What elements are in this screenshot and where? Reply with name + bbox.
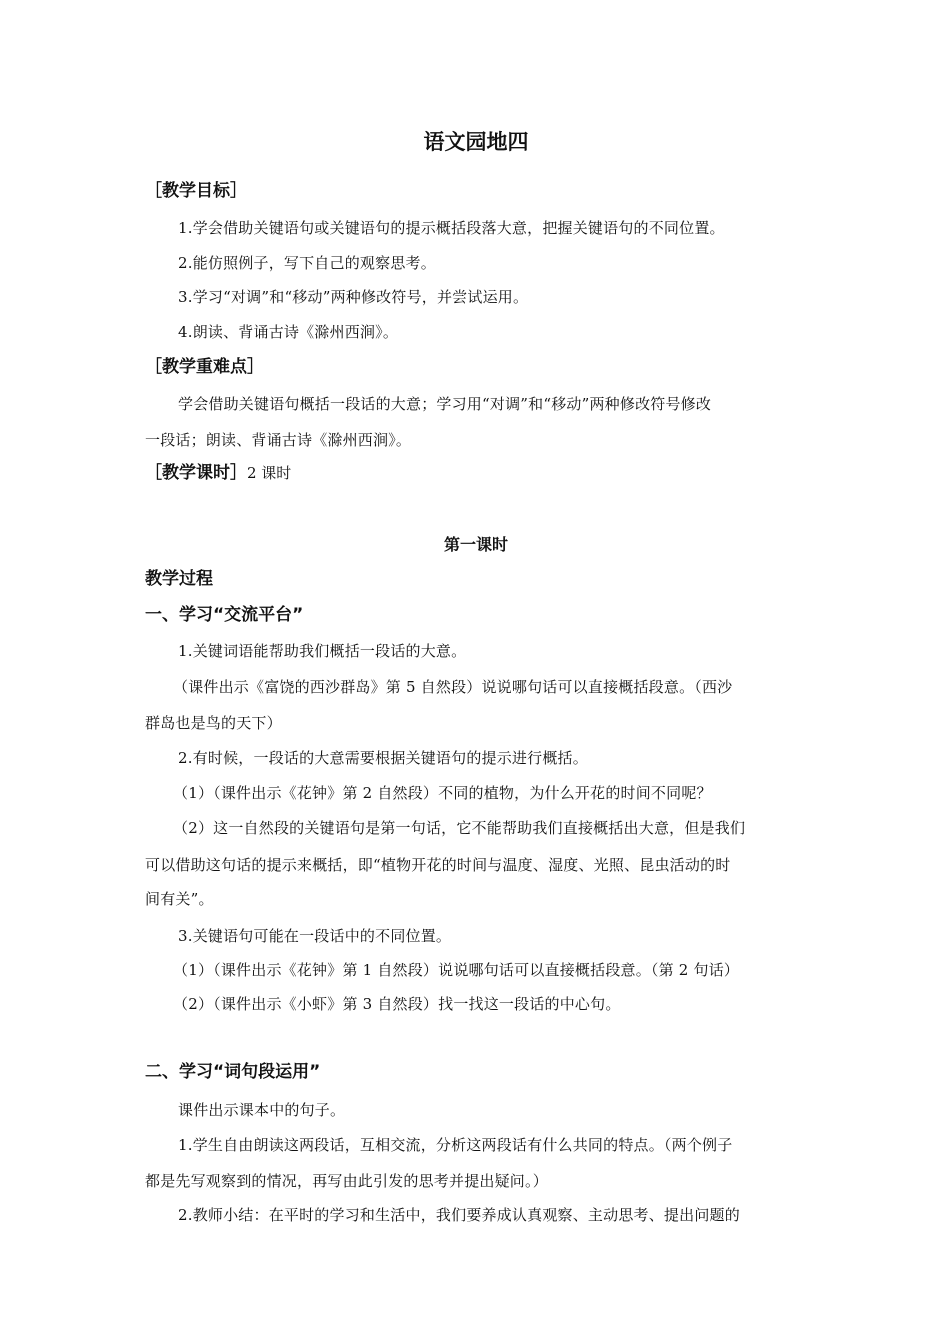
class-hours-heading (145, 461, 291, 485)
section2-line: 都是先写观察到的情况，再写由此引发的思考并提出疑问。） (145, 1172, 548, 1190)
section1-line: （2）（课件出示《小虾》第 3 自然段）找一找这一段话的中心句。 (173, 995, 621, 1013)
class-hours-value: 2 课时 (247, 464, 292, 482)
section1-line: 2.有时候，一段话的大意需要根据关键语句的提示进行概括。 (178, 749, 588, 767)
section1-line: （1）（课件出示《花钟》第 2 自然段）不同的植物，为什么开花的时间不同呢？ (173, 784, 712, 802)
objectives-heading: ［教学目标］ (145, 181, 247, 201)
section1-line: （课件出示《富饶的西沙群岛》第 5 自然段）说说哪句话可以直接概括段意。（西沙 (173, 678, 733, 696)
section1-line: （2）这一自然段的关键语句是第一句话，它不能帮助我们直接概括出大意，但是我们 (173, 819, 746, 837)
section2-heading: 二、学习“词句段运用” (145, 1062, 321, 1082)
class-hours-label: ［教学课时］ (145, 463, 247, 483)
objective-item: 2.能仿照例子，写下自己的观察思考。 (178, 254, 436, 272)
document-title: 语文园地四 (423, 130, 529, 154)
section1-line: 群岛也是鸟的天下） (145, 714, 282, 732)
section1-line: （1）（课件出示《花钟》第 1 自然段）说说哪句话可以直接概括段意。（第 2 句话） (173, 961, 740, 979)
section1-line: 1.关键词语能帮助我们概括一段话的大意。 (178, 642, 467, 660)
objective-item: 3.学习“对调”和“移动”两种修改符号，并尝试运用。 (178, 288, 529, 306)
process-heading: 教学过程 (145, 569, 213, 589)
objective-item: 4.朗读、背诵古诗《滁州西涧》。 (178, 323, 399, 341)
section1-line: 3.关键语句可能在一段话中的不同位置。 (178, 927, 452, 945)
key-points-line: 学会借助关键语句概括一段话的大意；学习用“对调”和“移动”两种修改符号修改 (178, 395, 712, 413)
key-points-line: 一段话；朗读、背诵古诗《滁州西涧》。 (145, 431, 412, 449)
section2-line: 1.学生自由朗读这两段话，互相交流，分析这两段话有什么共同的特点。（两个例子 (178, 1136, 733, 1154)
section1-heading: 一、学习“交流平台” (145, 605, 304, 625)
section1-line: 可以借助这句话的提示来概括，即“植物开花的时间与温度、湿度、光照、昆虫活动的时 (145, 856, 731, 874)
section2-line: 2.教师小结：在平时的学习和生活中，我们要养成认真观察、主动思考、提出问题的 (178, 1206, 740, 1224)
key-points-heading: ［教学重难点］ (145, 357, 264, 377)
section2-line: 课件出示课本中的句子。 (178, 1101, 346, 1119)
lesson-title: 第一课时 (443, 535, 508, 554)
objective-item: 1.学会借助关键语句或关键语句的提示概括段落大意，把握关键语句的不同位置。 (178, 219, 725, 237)
section1-line: 间有关”。 (145, 890, 214, 908)
